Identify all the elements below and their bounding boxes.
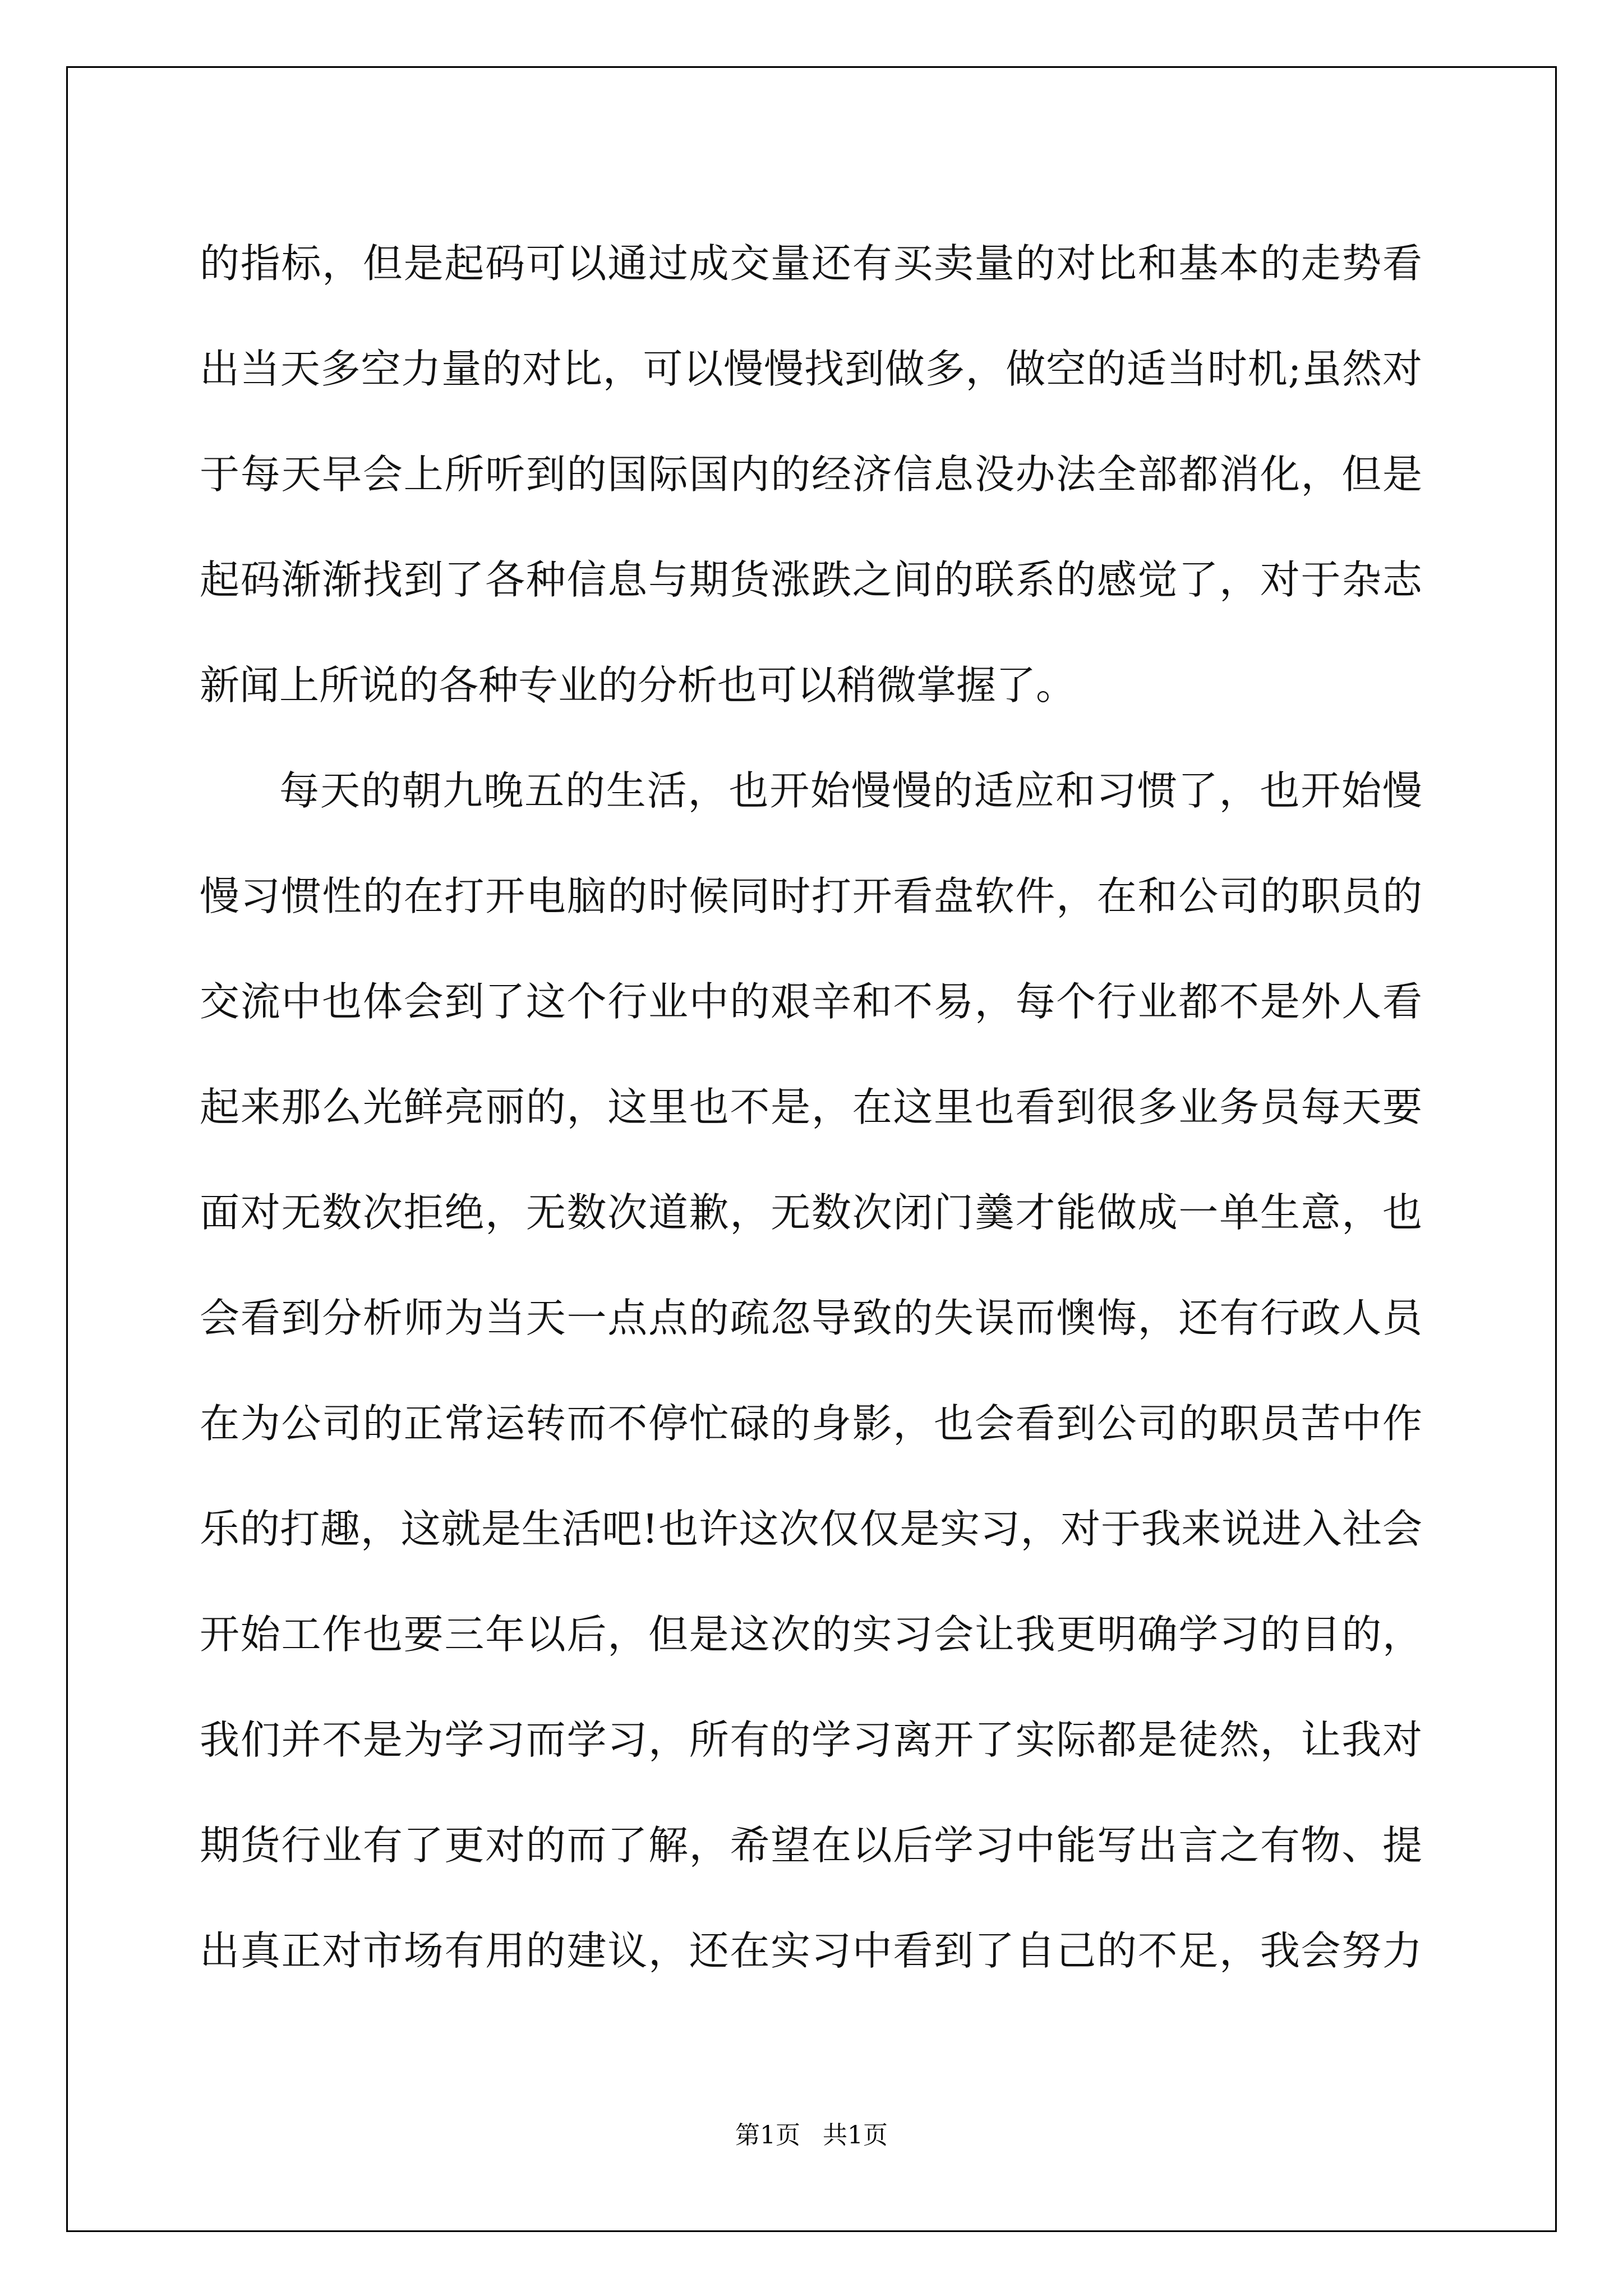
page-total: 共1页: [823, 2121, 888, 2150]
text-line: 的指标，但是起码可以通过成交量还有买卖量的对比和基本的走势看: [200, 240, 1422, 287]
text-line: 交流中也体会到了这个行业中的艰辛和不易，每个行业都不是外人看: [200, 978, 1422, 1025]
text-line: 期货行业有了更对的而了解，希望在以后学习中能写出言之有物、提: [200, 1822, 1422, 1869]
text-line: 乐的打趣，这就是生活吧!也许这次仅仅是实习，对于我来说进入社会: [200, 1506, 1422, 1552]
text-line: 起来那么光鲜亮丽的，这里也不是，在这里也看到很多业务员每天要: [200, 1084, 1422, 1130]
page-footer: [0, 2115, 1623, 2151]
text-line: 起码渐渐找到了各种信息与期货涨跌之间的联系的感觉了，对于杂志: [200, 556, 1422, 603]
text-line: 新闻上所说的各种专业的分析也可以稍微掌握了。: [200, 662, 1076, 708]
document-body: [200, 211, 1422, 2004]
text-line: 开始工作也要三年以后，但是这次的实习会让我更明确学习的目的，: [200, 1611, 1422, 1658]
page-number: 第1页: [735, 2121, 800, 2150]
text-line: 慢习惯性的在打开电脑的时候同时打开看盘软件，在和公司的职员的: [200, 873, 1422, 919]
text-line: 我们并不是为学习而学习，所有的学习离开了实际都是徒然，让我对: [200, 1717, 1422, 1763]
text-line: 于每天早会上所听到的国际国内的经济信息没办法全部都消化，但是: [200, 451, 1422, 498]
paragraph-first-line: 每天的朝九晚五的生活，也开始慢慢的适应和习惯了，也开始慢: [279, 767, 1422, 814]
text-line: 出真正对市场有用的建议，还在实习中看到了自己的不足，我会努力: [200, 1927, 1422, 1974]
text-line: 会看到分析师为当天一点点的疏忽导致的失误而懊悔，还有行政人员: [200, 1295, 1422, 1341]
text-line: 在为公司的正常运转而不停忙碌的身影，也会看到公司的职员苦中作: [200, 1400, 1422, 1447]
text-line: 出当天多空力量的对比，可以慢慢找到做多，做空的适当时机;虽然对: [200, 346, 1422, 392]
text-line: 面对无数次拒绝，无数次道歉，无数次闭门羹才能做成一单生意，也: [200, 1189, 1422, 1236]
